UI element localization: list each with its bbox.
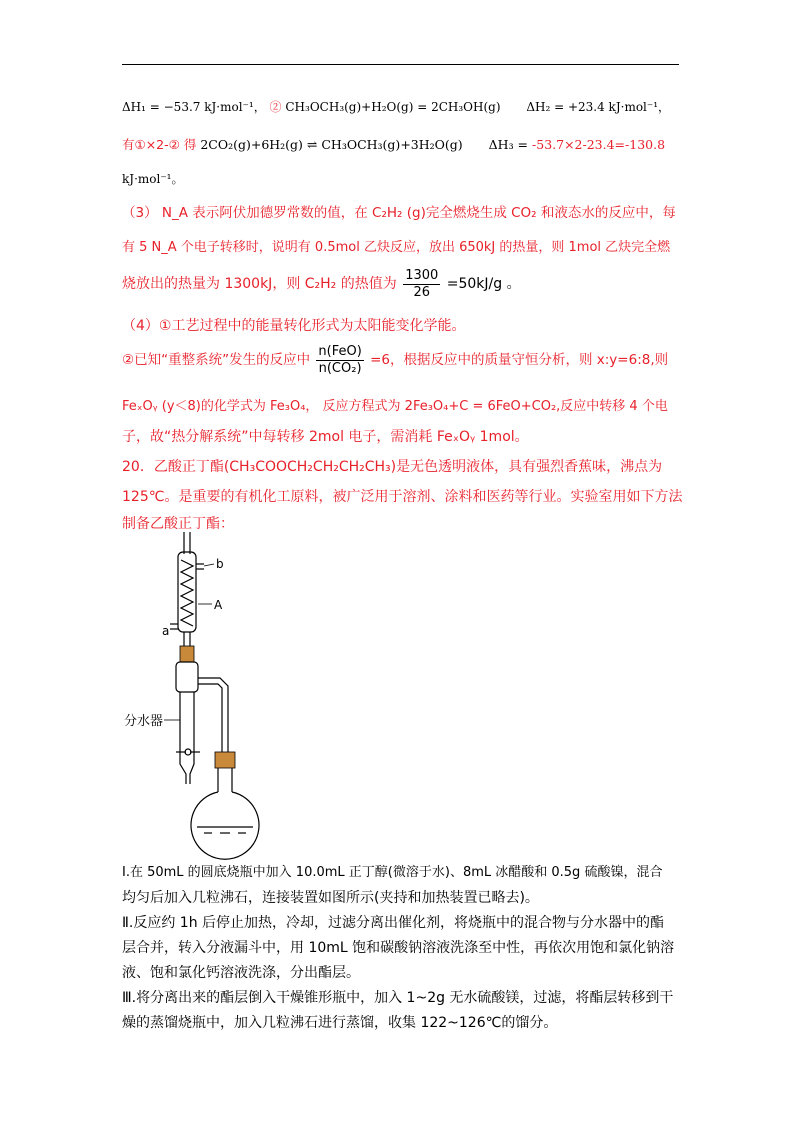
leader-b — [204, 564, 214, 566]
eq2-text: CH₃OCH₃(g)+H₂O(g) = 2CH₃OH(g) — [285, 100, 501, 114]
p3-line3-a: 烧放出的热量为 1300kJ，则 C₂H₂ 的热值为 — [122, 276, 397, 292]
combine-prefix: 有①×2-② 得 — [122, 137, 197, 152]
label-water-separator: 分水器 — [124, 714, 164, 729]
round-bottom-flask — [191, 768, 259, 859]
dh1-text: ΔH₁ = −53.7 kJ·mol⁻¹， — [122, 100, 266, 114]
line-dh1 — [122, 98, 670, 116]
heat-denominator: 26 — [413, 284, 431, 300]
label-a: a — [162, 624, 170, 638]
step2-line2: 层合并，转入分液漏斗中，用 10mL 饱和碳酸钠溶液洗涤至中性，再依次用饱和氯化钠溶 — [122, 940, 675, 956]
p3-line3-b: =50kJ/g 。 — [446, 276, 521, 292]
step3-line1: Ⅲ.将分离出来的酯层倒入干燥锥形瓶中，加入 1~2g 无水硫酸镁，过滤，将酯层转移到干 — [122, 990, 674, 1006]
q20-line2: 125℃。是重要的有机化工原料，被广泛用于溶剂、涂料和医药等行业。实验室用如下方法 — [122, 489, 683, 505]
p3-line2: 有 5 N_A 个电子转移时，说明有 0.5mol 乙炔反应，放出 650kJ 的热量，则 1mol 乙炔完全燃 — [122, 240, 671, 255]
header-rule — [122, 64, 679, 65]
p3-line1: （3） N_A 表示阿伏加德罗常数的值，在 C₂H₂ (g)完全燃烧生成 CO₂ 和液态水的反应中，每 — [122, 205, 676, 221]
circle-2: ② — [269, 100, 282, 114]
apparatus-figure — [118, 530, 278, 860]
dh3-label: ΔH₃ = — [488, 137, 529, 152]
p4-line1: （4）①工艺过程中的能量转化形式为太阳能变化学能。 — [122, 318, 466, 334]
line-combine — [122, 136, 665, 154]
p4-line2 — [122, 340, 668, 380]
step2-line1: Ⅱ.反应约 1h 后停止加热，冷却，过滤分离出催化剂，将烧瓶中的混合物与分水器中的酯 — [122, 915, 665, 931]
dh3-unit: kJ·mol⁻¹。 — [122, 172, 184, 186]
p4-line2-b: =6，根据反应中的质量守恒分析，则 x:y=6:8,则 — [370, 352, 669, 368]
combine-eq: 2CO₂(g)+6H₂(g) ⇌ CH₃OCH₃(g)+3H₂O(g) — [200, 137, 463, 152]
line-unit — [122, 170, 183, 188]
p4-line3: FeₓOᵧ (y＜8)的化学式为 Fe₃O₄， 反应方程式为 2Fe₃O₄+C = 6FeO+CO₂,反应中转移 4 个电 — [122, 399, 668, 414]
label-b: b — [216, 557, 224, 571]
p4-line2-a: ②已知“重整系统”发生的反应中 — [122, 352, 311, 368]
step1-line1: Ⅰ.在 50mL 的圆底烧瓶中加入 10.0mL 正丁醇(微溶于水)、8mL 冰醋酸和 0.5g 硫酸镍，混合 — [122, 865, 663, 880]
q20-line1: 20．乙酸正丁酯(CH₃COOCH₂CH₂CH₂CH₃)是无色透明液体，具有强烈香蕉味，沸点为 — [122, 459, 663, 475]
step2-line3: 液、饱和氯化钙溶液洗涤，分出酯层。 — [122, 965, 360, 981]
dh2-text: ΔH₂ = +23.4 kJ·mol⁻¹， — [526, 100, 671, 114]
ratio-numerator: n(FeO) — [318, 343, 362, 359]
dh3-value: -53.7×2-23.4=-130.8 — [532, 137, 666, 152]
q20-line3: 制备乙酸正丁酯： — [122, 516, 234, 532]
ratio-fraction — [316, 344, 363, 377]
step3-line2: 燥的蒸馏烧瓶中，加入几粒沸石进行蒸馏，收集 122~126℃的馏分。 — [122, 1015, 558, 1031]
p3-line3 — [122, 264, 521, 304]
heat-numerator: 1300 — [405, 267, 439, 283]
stopper-flask — [215, 752, 235, 768]
condenser-A — [170, 532, 204, 646]
heat-fraction — [403, 268, 440, 301]
label-A: A — [214, 598, 223, 612]
p4-line4: 子，故“热分解系统”中每转移 2mol 电子，需消耗 FeₓOᵧ 1mol。 — [122, 429, 529, 445]
stopper-top — [180, 646, 194, 662]
step1-line2: 均匀后加入几粒沸石，连接装置如图所示(夹持和加热装置已略去)。 — [122, 890, 539, 906]
ratio-denominator: n(CO₂) — [318, 360, 362, 376]
